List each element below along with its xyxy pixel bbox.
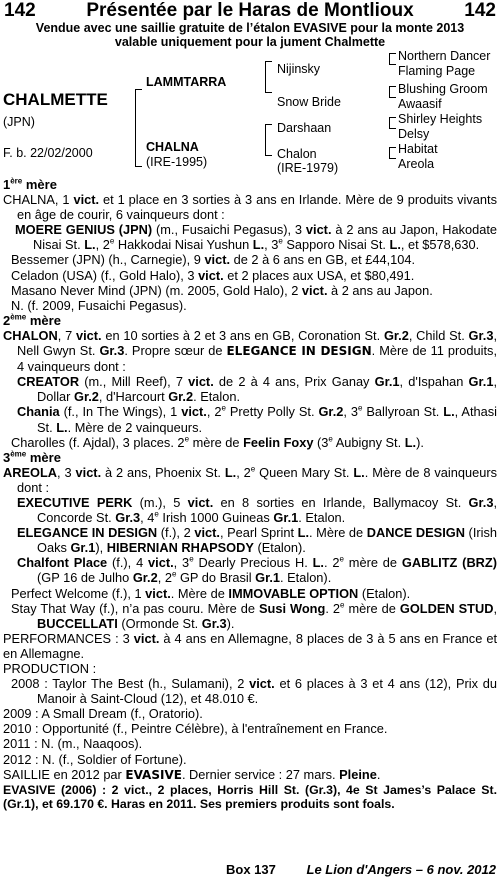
second-dam-text: CHALON, 7 vict. en 10 sorties à 2 et 3 ans en GB, Coronation St. Gr.2, Child St. Gr.3, Nell Gwyn St. Gr.3. Propre sœur de ELEGANCE IN DESIGN. Mère de 11 produits, 4 vainqueurs dont :	[3, 327, 497, 375]
production-2009: 2009 : A Small Dream (f., Oratorio).	[3, 706, 203, 722]
sale-conditions-line-1: Vendue avec une saillie gratuite de l’étalon EVASIVE pour la monte 2013	[35, 21, 465, 35]
production-2010: 2010 : Opportunité (f., Peintre Célèbre), à l'entraînement en France.	[3, 721, 388, 737]
lot-number-left: 142	[4, 0, 36, 21]
produce-moere-genius: MOERE GENIUS (JPN) (m., Fusaichi Pegasus), 3 vict. à 2 ans au Japon, Hakodate Nisai St. L., 2e Hakkodai Nisai Yushun L., 3e Sapporo Nisai St. L., et $578,630.	[15, 222, 497, 253]
lot-number-right: 142	[464, 0, 496, 21]
stallion-note: EVASIVE (2006) : 2 vict., 2 places, Horris Hill St. (Gr.3), 4e St James’s Palace St. (Gr.1), et 69.170 €. Haras en 2011. Ses premiers produits sont foals.	[3, 782, 497, 811]
box-number: Box 137	[226, 862, 276, 877]
bracket-g3-4	[389, 147, 396, 159]
bracket-gen1	[135, 89, 142, 167]
sale-location: Le Lion d'Angers – 6 nov. 2012	[306, 862, 496, 877]
dam-sire: Darshaan	[277, 121, 332, 135]
dam-origin: (IRE-1995)	[146, 155, 208, 169]
produce-executive-perk: EXECUTIVE PERK (m.), 5 vict. en 8 sorties en Irlande, Ballymacoy St. Gr.3, Concorde St. Gr.3, 4e Irish 1000 Guineas Gr.1. Etalon.	[17, 494, 497, 526]
bracket-sire	[265, 61, 272, 93]
production-2008: 2008 : Taylor The Best (h., Sulamani), 2 vict. et 6 places à 3 et 4 ans (12), Prix du Manoir à Saint-Cloud (12), et 48.010 €.	[11, 676, 497, 707]
horse-origin: (JPN)	[3, 115, 35, 129]
catalogue-header	[0, 1, 500, 21]
page-title: Présentée par le Haras de Montlioux	[86, 0, 414, 21]
produce-charolles: Charolles (f. Ajdal), 3 places. 2e mère de Feelin Foxy (3e Aubigny St. L.).	[11, 434, 424, 450]
g3-sdd: Awaasif	[398, 97, 442, 111]
production-2011: 2011 : N. (m., Naaqoos).	[3, 736, 143, 752]
g3-dds: Habitat	[398, 142, 438, 156]
dam-dam-origin: (IRE-1979)	[277, 161, 339, 175]
produce-record	[0, 177, 500, 783]
sire-dam: Snow Bride	[277, 95, 341, 109]
produce-chalfont-place: Chalfont Place (f.), 4 vict., 3e Dearly Precious H. L.. 2e mère de GABLITZ (BRZ) (GP 16 de Julho Gr.2, 2e GP do Brasil Gr.1. Etalon).	[17, 555, 498, 586]
pedigree-table	[0, 49, 500, 173]
g3-ddd: Areola	[398, 157, 435, 171]
covering-2012: SAILLIE en 2012 par EVASIVE. Dernier service : 27 mars. Pleine.	[3, 766, 381, 782]
produce-stay-that-way: Stay That Way (f.), n’a pas couru. Mère de Susi Wong. 2e mère de GOLDEN STUD, BUCCELLATI (Ormonde St. Gr.3).	[11, 600, 498, 631]
g3-sss: Northern Dancer	[398, 49, 491, 63]
production-heading: PRODUCTION :	[3, 661, 97, 676]
sale-conditions	[0, 21, 500, 49]
sire-name: LAMMTARRA	[146, 75, 227, 89]
sire-sire: Nijinsky	[277, 62, 321, 76]
dam-dam: Chalon	[277, 147, 317, 161]
bracket-g3-1	[389, 53, 396, 65]
produce-creator: CREATOR (m., Mill Reef), 7 vict. de 2 à 4 ans, Prix Ganay Gr.1, d'Ispahan Gr.1, Dollar Gr.2, d'Harcourt Gr.2. Etalon.	[17, 374, 497, 405]
first-dam-text: CHALNA, 1 vict. et 1 place en 3 sorties à 3 ans en Irlande. Mère de 9 produits vivants en âge de courir, 6 vainqueurs dont :	[3, 192, 497, 223]
bracket-g3-2	[389, 86, 396, 98]
sale-conditions-line-2: valable uniquement pour la jument Chalmette	[114, 35, 386, 49]
produce-2009: N. (f. 2009, Fusaichi Pegasus).	[11, 297, 187, 313]
performances: PERFORMANCES : 3 vict. à 4 ans en Allemagne, 8 places de 3 à 5 ans en France et en Allemagne.	[3, 630, 497, 661]
produce-masano: Masano Never Mind (JPN) (m. 2005, Gold Halo), 2 vict. à 2 ans au Japon.	[11, 282, 433, 298]
produce-bessemer: Bessemer (JPN) (h., Carnegie), 9 vict. de 2 à 6 ans en GB, et £44,104.	[11, 252, 416, 268]
dam-name: CHALNA	[146, 140, 199, 154]
bracket-g3-3	[389, 117, 396, 129]
g3-ssd: Flaming Page	[398, 64, 476, 78]
horse-name: CHALMETTE	[3, 90, 108, 109]
g3-sds: Blushing Groom	[398, 82, 488, 96]
g3-dsd: Delsy	[398, 127, 430, 141]
third-dam-text: AREOLA, 3 vict. à 2 ans, Phoenix St. L., 2e Queen Mary St. L.. Mère de 8 vainqueurs dont :	[3, 464, 497, 495]
third-dam-heading: 3ème mère	[3, 449, 61, 465]
second-dam-heading: 2ème mère	[3, 312, 61, 328]
produce-chania: Chania (f., In The Wings), 1 vict., 2e Pretty Polly St. Gr.2, 3e Ballyroan St. L., Athasi St. L.. Mère de 2 vainqueurs.	[17, 404, 497, 435]
production-2012: 2012 : N. (f., Soldier of Fortune).	[3, 751, 187, 767]
g3-dss: Shirley Heights	[398, 112, 483, 126]
first-dam-heading: 1ère mère	[3, 176, 57, 192]
produce-elegance-in-design: ELEGANCE IN DESIGN (f.), 2 vict., Pearl Sprint L.. Mère de DANCE DESIGN (Irish Oaks Gr.1), HIBERNIAN RHAPSODY (Etalon).	[17, 525, 497, 556]
horse-birth: F. b. 22/02/2000	[3, 146, 93, 160]
produce-perfect-welcome: Perfect Welcome (f.), 1 vict.. Mère de IMMOVABLE OPTION (Etalon).	[11, 585, 411, 601]
bracket-dam	[265, 124, 272, 156]
produce-celadon: Celadon (USA) (f., Gold Halo), 3 vict. et 2 places aux USA, et $80,491.	[11, 267, 415, 283]
